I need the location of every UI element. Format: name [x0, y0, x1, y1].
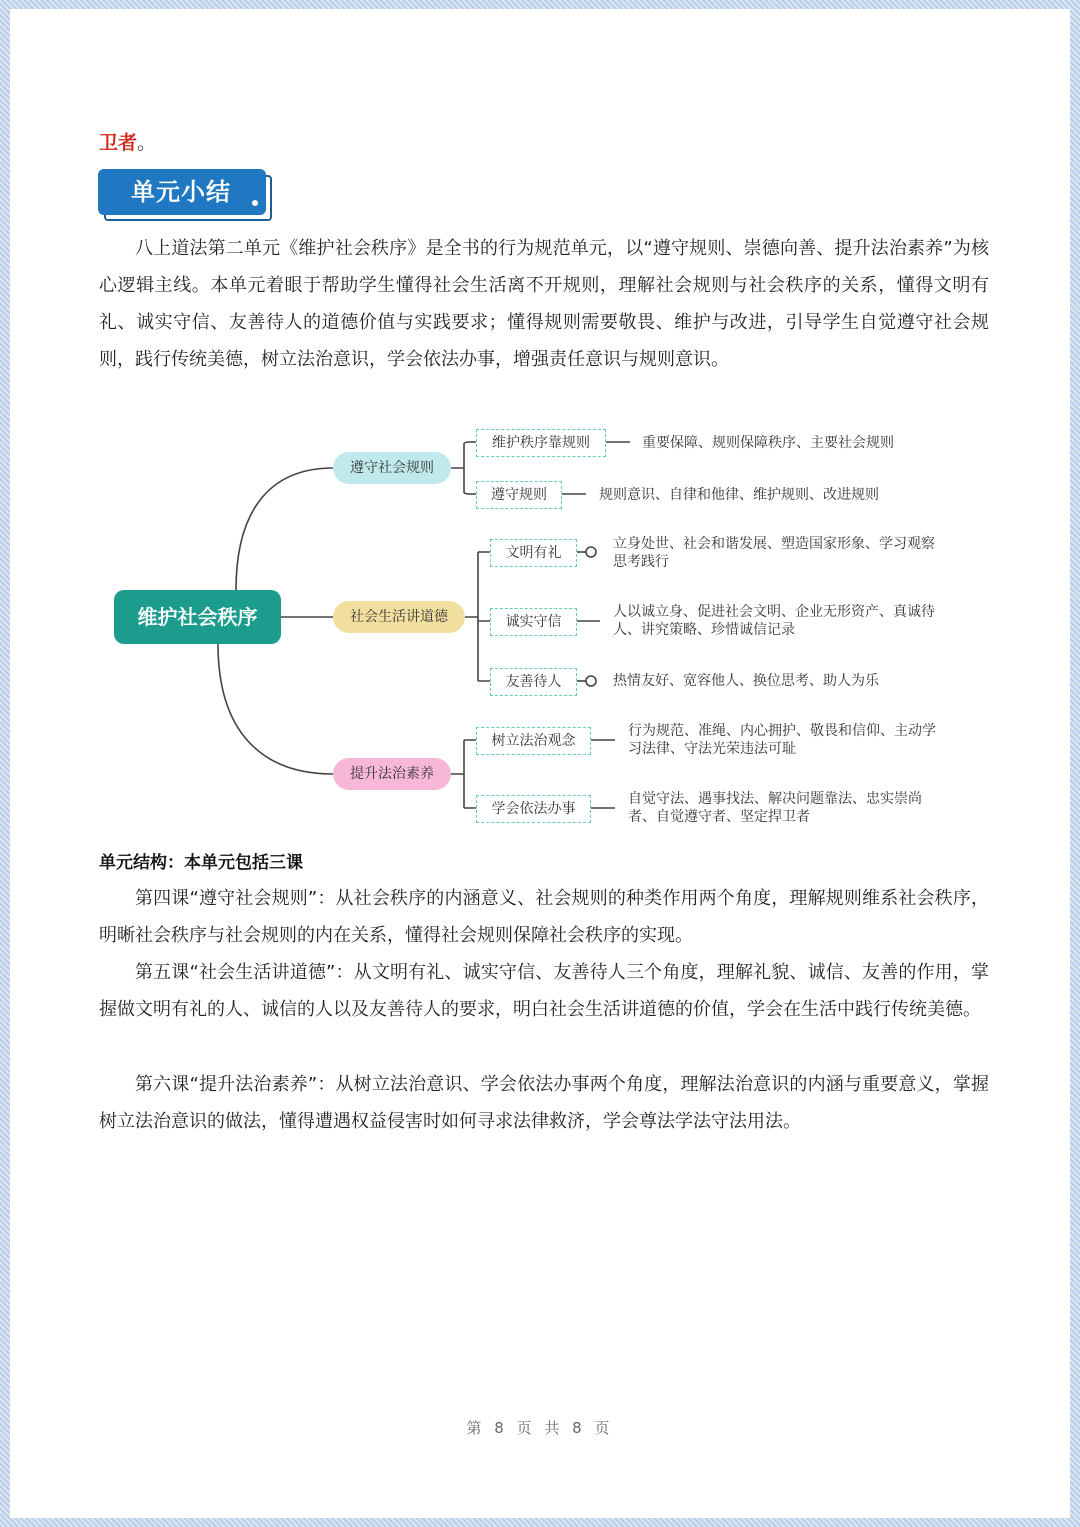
mind-map-root: 维护社会秩序 [114, 590, 281, 644]
leaf-node: 维护秩序靠规则 [476, 429, 606, 457]
lesson-paragraph: 第五课“社会生活讲道德”：从文明有礼、诚实守信、友善待人三个角度，理解礼貌、诚信、友善的作用，掌握做文明有礼的人、诚信的人以及友善待人的要求，明白社会生活讲道德的价值，学会在生活中践行传统美德。 [99, 962, 989, 1020]
branch-node-1: 遵守社会规则 [333, 452, 451, 484]
section-tag-label: 单元小结 [98, 169, 266, 215]
leaf-node: 诚实守信 [490, 608, 577, 636]
highlighted-word: 卫者 [99, 132, 138, 154]
branch-node-2: 社会生活讲道德 [333, 601, 465, 633]
leaf-description: 热情友好、宽容他人、换位思考、助人为乐 [613, 673, 879, 689]
leaf-description: 人以诚立身、促进社会文明、企业无形资产、真诚待人、讲究策略、珍惜诚信记录 [613, 604, 935, 638]
connector-root-branch3 [218, 644, 333, 774]
structure-heading: 单元结构：本单元包括三课 [99, 853, 303, 873]
mind-map [0, 400, 1080, 840]
leaf-node: 学会依法办事 [476, 795, 591, 823]
connector-root-branch1 [236, 468, 333, 590]
summary-paragraph: 八上道法第二单元《维护社会秩序》是全书的行为规范单元，以“遵守规则、崇德向善、提升法治素养”为核心逻辑主线。本单元着眼于帮助学生懂得社会生活离不开规则，理解社会规则与社会秩序的关系，懂得文明有礼、诚实守信、友善待人的道德价值与实践要求；懂得规则需要敬畏、维护与改进，引导学生自觉遵守社会规则，践行传统美德，树立法治意识，学会依法办事，增强责任意识与规则意识。 [99, 238, 989, 370]
leaf-node: 友善待人 [490, 668, 577, 696]
previous-text-fragment [99, 128, 156, 155]
section-tag [98, 169, 274, 221]
branch-node-3: 提升法治素养 [333, 758, 451, 790]
leaf-description: 重要保障、规则保障秩序、主要社会规则 [642, 435, 894, 451]
lesson-paragraph: 第六课“提升法治素养”：从树立法治意识、学会依法办事两个角度，理解法治意识的内涵与重要意义，掌握树立法治意识的做法，懂得遭遇权益侵害时如何寻求法律救济，学会尊法学法守法用法。 [99, 1074, 989, 1132]
page-number-footer: 第 8 页 共 8 页 [466, 1419, 614, 1437]
leaf-node: 遵守规则 [476, 481, 562, 509]
leaf-description: 立身处世、社会和谐发展、塑造国家形象、学习观察思考践行 [613, 536, 935, 570]
leaf-description: 行为规范、准绳、内心拥护、敬畏和信仰、主动学习法律、守法光荣违法可耻 [628, 723, 936, 757]
leaf-node: 文明有礼 [490, 539, 577, 567]
trailing-punctuation: 。 [137, 132, 157, 154]
sparkle-icon [250, 195, 274, 219]
leaf-description: 自觉守法、遇事找法、解决问题靠法、忠实崇尚者、自觉遵守者、坚定捍卫者 [628, 791, 922, 825]
leaf-description: 规则意识、自律和他律、维护规则、改进规则 [599, 487, 879, 503]
lesson-paragraph: 第四课“遵守社会规则”：从社会秩序的内涵意义、社会规则的种类作用两个角度，理解规则维系社会秩序，明晰社会秩序与社会规则的内在关系，懂得社会规则保障社会秩序的实现。 [99, 888, 989, 946]
leaf-node: 树立法治观念 [476, 727, 591, 755]
